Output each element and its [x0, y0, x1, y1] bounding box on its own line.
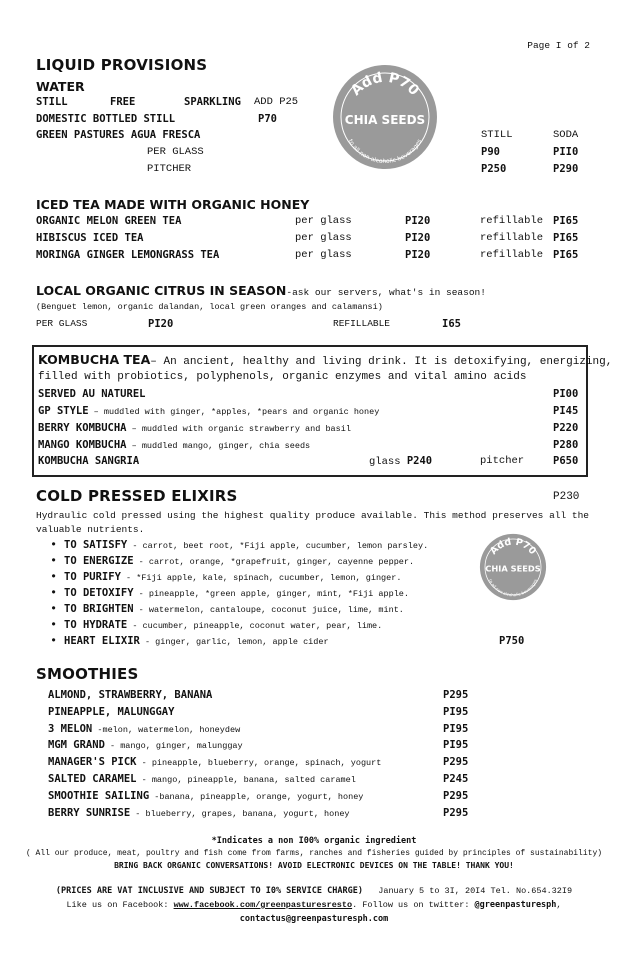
elixir-item-name: TO HYDRATE — [64, 619, 128, 631]
elixir-item-desc: - pineapple, *green apple, ginger, mint, *Fiji apple. — [133, 589, 409, 599]
col-soda: SODA — [553, 129, 579, 141]
kombucha-item-desc: – muddled with organic strawberry and basil — [126, 424, 351, 434]
smoothie-item-price: P295 — [443, 806, 469, 819]
kombucha-item-price: P220 — [553, 422, 579, 434]
elixir-item-name: TO DETOXIFY — [64, 587, 134, 599]
citrus-price: PI20 — [148, 318, 174, 330]
sangria-pitcher-label: pitcher — [480, 455, 525, 467]
per-glass-soda-price: PII0 — [553, 146, 579, 158]
section-title-smoothies: SMOOTHIES — [36, 665, 139, 683]
iced-tea-per: per glass — [295, 232, 352, 244]
citrus-refillable: REFILLABLE — [333, 318, 391, 329]
footer-vat: (PRICES ARE VAT INCLUSIVE AND SUBJECT TO I0% SERVICE CHARGE) — [55, 886, 363, 896]
smoothie-item-desc: - mango, ginger, malunggay — [104, 741, 243, 752]
add-p25-label: ADD P25 — [254, 96, 299, 108]
sangria-glass-label: glass — [369, 456, 401, 468]
citrus-heading — [36, 283, 486, 299]
elixirs-desc-1: Hydraulic cold pressed using the highest quality produce available. This method preserves all the — [36, 510, 589, 521]
iced-tea-name: ORGANIC MELON GREEN TEA — [36, 215, 182, 227]
kombucha-sangria-glass — [369, 455, 432, 468]
smoothie-item-desc: - mango, pineapple, banana, salted caramel — [136, 775, 356, 785]
smoothie-item-desc: - pineapple, blueberry, orange, spinach, yogurt — [136, 758, 382, 769]
citrus-per-glass: PER GLASS — [36, 318, 88, 329]
sangria-pitcher-price: P650 — [553, 455, 579, 467]
stamp-small-bottom-text: to all non alcoholic beverages — [487, 578, 539, 598]
kombucha-item-desc: – muddled with ginger, *apples, *pears and organic honey — [88, 407, 380, 417]
smoothie-item-name: SALTED CARAMEL — [48, 773, 137, 785]
sangria-glass-price: P240 — [406, 455, 433, 467]
section-title-citrus: LOCAL ORGANIC CITRUS IN SEASON — [36, 283, 287, 298]
footer-vat-line — [0, 886, 628, 896]
smoothie-item-price: PI95 — [443, 705, 469, 718]
free-label: FREE — [110, 96, 136, 108]
twitter-handle[interactable]: @greenpasturesph — [474, 900, 557, 910]
elixir-item-name: TO BRIGHTEN — [64, 603, 134, 615]
kombucha-item-desc: – muddled mango, ginger, chia seeds — [126, 441, 311, 451]
elixir-item-desc: - cucumber, pineapple, coconut water, pear, lime. — [127, 621, 383, 631]
iced-tea-price: PI20 — [405, 215, 431, 227]
smoothie-item — [48, 790, 363, 803]
stamp-middle-text: CHIA SEEDS — [344, 113, 426, 127]
stamp-small-top-text: Add P70 — [488, 536, 539, 557]
kombucha-item-price: PI00 — [553, 388, 579, 400]
elixir-item — [46, 569, 428, 585]
chia-seeds-stamp-small — [478, 532, 548, 602]
footer-dates: January 5 to 3I, 20I4 Tel. No.654.32I9 — [378, 886, 573, 896]
iced-tea-name: HIBISCUS ICED TEA — [36, 232, 144, 244]
elixir-item-name: TO ENERGIZE — [64, 555, 134, 567]
smoothie-item-name: BERRY SUNRISE — [48, 806, 131, 819]
elixir-item — [46, 601, 428, 617]
kombucha-desc-2: filled with probiotics, polyphenols, organic enzymes and vital amino acids — [38, 371, 527, 383]
footer-note-1: *Indicates a non I00% organic ingredient — [211, 836, 417, 846]
pitcher-soda-price: P290 — [553, 163, 579, 175]
iced-tea-refill-price: PI65 — [553, 249, 579, 261]
kombucha-item-name: GP STYLE — [38, 405, 89, 417]
smoothie-item-price: PI95 — [443, 739, 469, 752]
smoothie-item-name: PINEAPPLE, MALUNGGAY — [48, 705, 175, 718]
smoothie-item-price: P245 — [443, 773, 469, 785]
smoothie-item-name: MANAGER'S PICK — [48, 756, 137, 769]
iced-tea-refill: refillable — [480, 249, 544, 261]
elixir-item-desc: - watermelon, cantaloupe, coconut juice, lime, mint. — [133, 605, 404, 615]
smoothie-item-name: 3 MELON — [48, 722, 93, 735]
iced-tea-refill-price: PI65 — [553, 232, 579, 244]
footer-fb-prefix: Like us on Facebook: — [66, 900, 174, 910]
kombucha-item — [38, 439, 310, 452]
section-title-liquid: LIQUID PROVISIONS — [36, 56, 208, 74]
stamp-bottom-text: to all non alcoholic beverages — [346, 138, 424, 166]
domestic-price: P70 — [258, 113, 277, 125]
col-still: STILL — [481, 129, 513, 141]
iced-tea-name: MORINGA GINGER LEMONGRASS TEA — [36, 249, 220, 261]
iced-tea-refill: refillable — [480, 232, 544, 244]
elixir-item-desc: - carrot, beet root, *Fiji apple, cucumber, lemon parsley. — [127, 541, 429, 551]
smoothie-item — [48, 706, 174, 719]
footer-social-line — [0, 900, 628, 910]
elixir-item — [46, 617, 428, 633]
footer-note-3: BRING BACK ORGANIC CONVERSATIONS! AVOID ELECTRONIC DEVICES ON THE TABLE! THANK YOU! — [114, 861, 514, 870]
iced-tea-price: PI20 — [405, 232, 431, 244]
footer-email[interactable]: contactus@greenpasturesph.com — [239, 914, 389, 924]
elixir-item-desc: - ginger, garlic, lemon, apple cider — [139, 637, 329, 647]
smoothie-item — [48, 807, 350, 820]
iced-tea-per: per glass — [295, 249, 352, 261]
elixir-item — [46, 553, 428, 569]
sparkling-label: SPARKLING — [184, 96, 241, 108]
chia-seeds-stamp — [330, 62, 440, 172]
kombucha-item-price: PI45 — [553, 405, 579, 417]
elixir-item-name: TO SATISFY — [64, 539, 128, 551]
elixir-item-price: P750 — [499, 635, 525, 647]
elixirs-desc-2: valuable nutrients. — [36, 524, 145, 535]
smoothie-item-price: P295 — [443, 789, 469, 802]
elixirs-price: P230 — [553, 491, 580, 503]
elixir-item-desc: - carrot, orange, *grapefruit, ginger, cayenne pepper. — [133, 557, 415, 567]
kombucha-sangria-name: KOMBUCHA SANGRIA — [38, 455, 140, 467]
per-glass-still-price: P90 — [481, 146, 500, 158]
per-glass-label: PER GLASS — [147, 146, 204, 158]
citrus-refill-price: I65 — [442, 318, 461, 330]
smoothie-item-desc: - blueberry, grapes, banana, yogurt, honey — [130, 808, 350, 819]
smoothie-item-desc: -banana, pineapple, orange, yogurt, honey — [149, 791, 364, 802]
elixir-item — [46, 633, 525, 649]
smoothie-item-desc: -melon, watermelon, honeydew — [92, 724, 241, 735]
citrus-sub: (Benguet lemon, organic dalandan, local green oranges and calamansi) — [36, 302, 383, 312]
water-heading: WATER — [36, 79, 85, 94]
section-title-elixirs: COLD PRESSED ELIXIRS — [36, 487, 238, 505]
smoothie-item — [48, 773, 356, 786]
iced-tea-refill-price: PI65 — [553, 215, 579, 227]
elixir-item-name: HEART ELIXIR — [64, 635, 140, 647]
pitcher-still-price: P250 — [481, 163, 507, 175]
section-title-kombucha: KOMBUCHA TEA — [38, 352, 151, 367]
smoothie-item — [48, 689, 212, 702]
smoothie-item-price: P295 — [443, 689, 469, 701]
kombucha-heading — [38, 352, 612, 368]
smoothie-item-name: SMOOTHIE SAILING — [48, 789, 150, 802]
iced-tea-per: per glass — [295, 215, 352, 227]
elixir-item — [46, 537, 428, 553]
smoothie-item — [48, 723, 240, 736]
domestic-label: DOMESTIC BOTTLED STILL — [36, 113, 176, 125]
kombucha-item — [38, 388, 145, 401]
kombucha-item-name: MANGO KOMBUCHA — [38, 439, 127, 451]
smoothie-item-price: PI95 — [443, 722, 469, 735]
stamp-small-middle-text: CHIA SEEDS — [485, 563, 541, 574]
iced-tea-refill: refillable — [480, 215, 544, 227]
citrus-note: -ask our servers, what's in season! — [286, 287, 486, 298]
facebook-link[interactable]: www.facebook.com/greenpasturesresto — [173, 900, 353, 910]
still-label: STILL — [36, 96, 68, 108]
smoothie-item-name: MGM GRAND — [48, 739, 105, 752]
stamp-top-text: Add P70 — [348, 69, 423, 99]
elixir-item — [46, 585, 428, 601]
kombucha-item — [38, 422, 351, 435]
smoothie-item-price: P295 — [443, 756, 469, 769]
kombucha-item-price: P280 — [553, 439, 579, 451]
elixir-item-desc: - *Fiji apple, kale, spinach, cucumber, lemon, ginger. — [120, 573, 402, 583]
smoothie-item — [48, 739, 243, 752]
agua-label: GREEN PASTURES AGUA FRESCA — [36, 129, 201, 141]
smoothie-item — [48, 756, 381, 769]
kombucha-item-name: SERVED AU NATUREL — [38, 388, 146, 400]
smoothie-item-name: ALMOND, STRAWBERRY, BANANA — [48, 689, 213, 701]
iced-tea-price: PI20 — [405, 249, 431, 261]
footer-note-2: ( All our produce, meat, poultry and fish come from farms, ranches and fisheries guided by principles of sustainability) — [25, 849, 603, 858]
page-indicator: Page I of 2 — [527, 40, 590, 51]
footer-tw-prefix: . Follow us on twitter: — [352, 900, 475, 910]
footer-tw-suffix: , — [556, 900, 562, 910]
kombucha-desc-1: – An ancient, healthy and living drink. It is detoxifying, energizing, — [150, 356, 613, 368]
pitcher-label: PITCHER — [147, 163, 192, 175]
section-title-iced-tea: ICED TEA MADE WITH ORGANIC HONEY — [36, 197, 310, 212]
kombucha-item-name: BERRY KOMBUCHA — [38, 422, 127, 434]
kombucha-item — [38, 405, 379, 418]
elixir-item-name: TO PURIFY — [64, 571, 121, 583]
